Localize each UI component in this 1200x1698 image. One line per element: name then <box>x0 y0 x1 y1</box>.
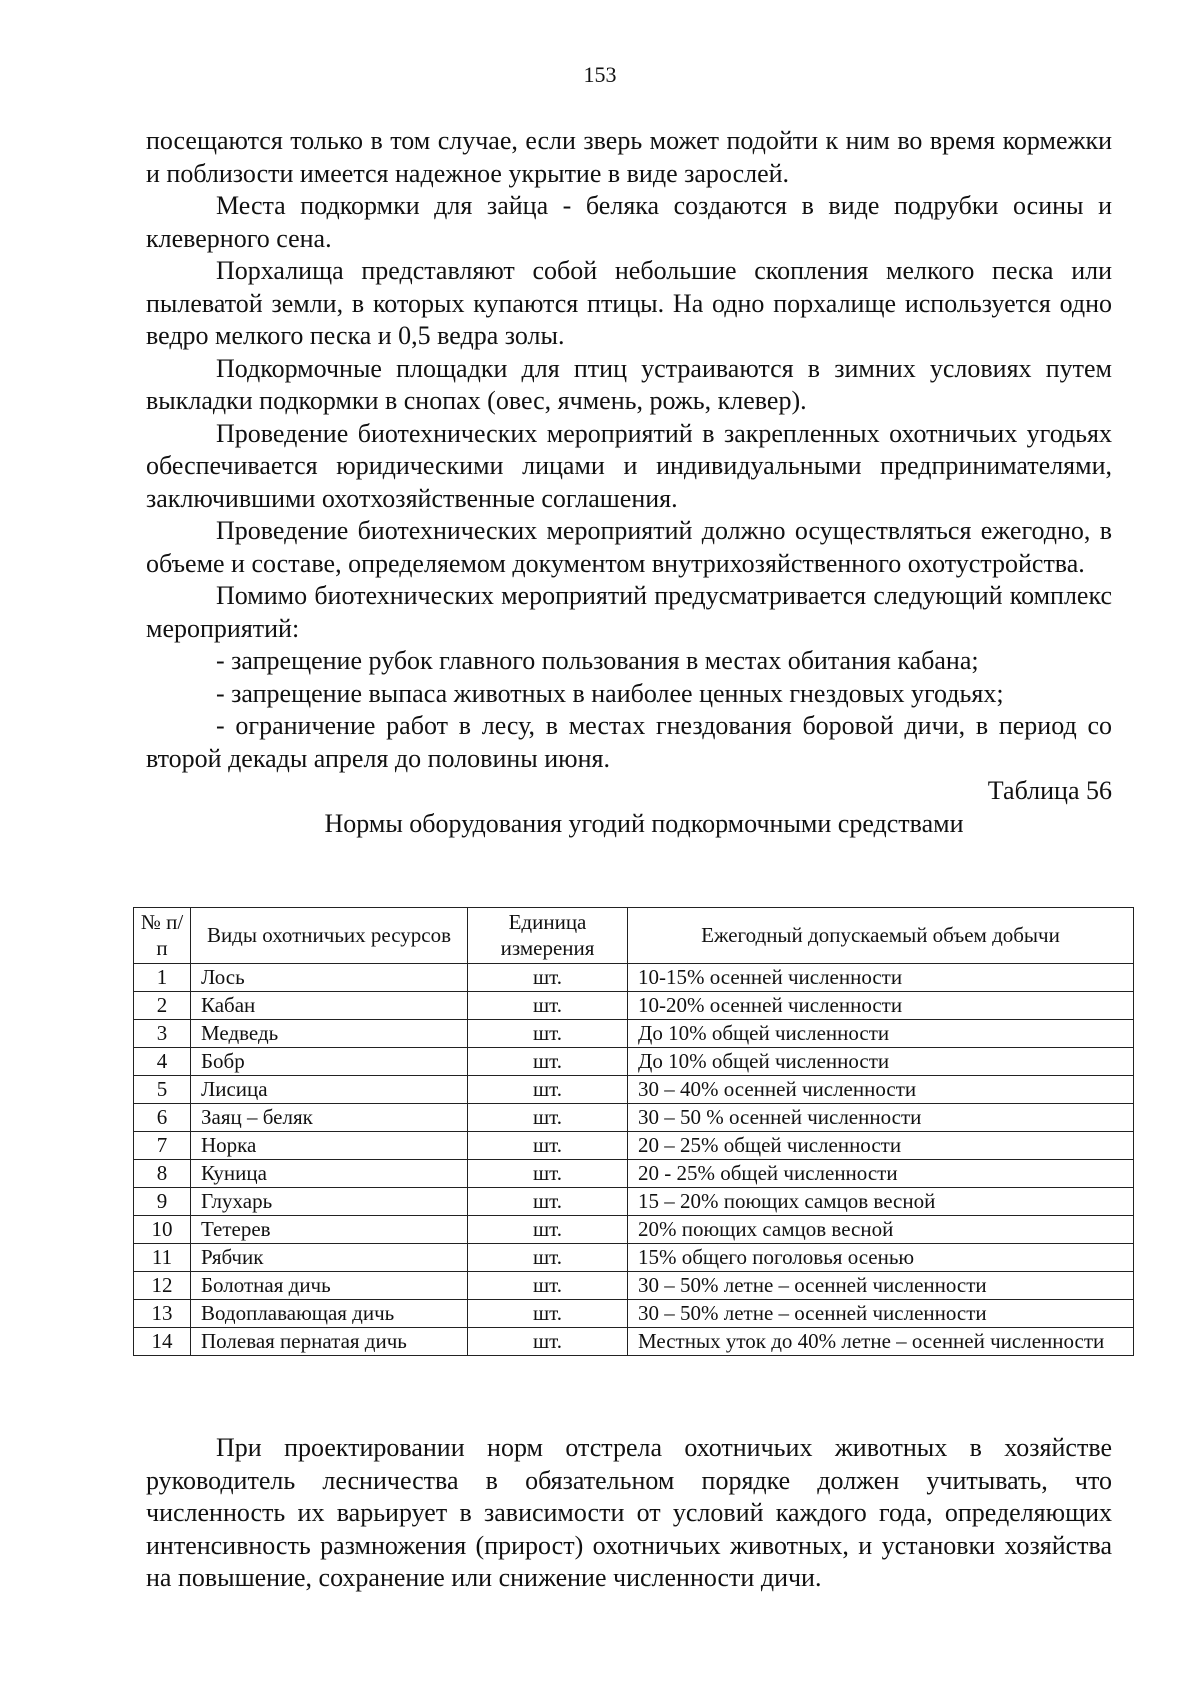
table-row <box>134 1244 1134 1272</box>
volume-cell: 30 – 40% осенней численности <box>628 1076 1134 1104</box>
species-cell: Бобр <box>191 1048 468 1076</box>
volume-cell: 15 – 20% поющих самцов весной <box>628 1188 1134 1216</box>
unit-cell: шт. <box>468 1160 628 1188</box>
unit-cell: шт. <box>468 1272 628 1300</box>
species-cell: Рябчик <box>191 1244 468 1272</box>
volume-cell: 30 – 50% летне – осенней численности <box>628 1300 1134 1328</box>
row-number: 14 <box>134 1328 191 1356</box>
row-number: 2 <box>134 992 191 1020</box>
unit-cell: шт. <box>468 1328 628 1356</box>
unit-cell: шт. <box>468 992 628 1020</box>
row-number: 13 <box>134 1300 191 1328</box>
table-row <box>134 1132 1134 1160</box>
table-row <box>134 1188 1134 1216</box>
header-unit: Единица измерения <box>468 908 628 964</box>
volume-cell: 20 - 25% общей численности <box>628 1160 1134 1188</box>
unit-cell: шт. <box>468 1216 628 1244</box>
species-cell: Лисица <box>191 1076 468 1104</box>
row-number: 6 <box>134 1104 191 1132</box>
species-cell: Куница <box>191 1160 468 1188</box>
row-number: 7 <box>134 1132 191 1160</box>
row-number: 4 <box>134 1048 191 1076</box>
table-row <box>134 1328 1134 1356</box>
hunting-norms-table <box>133 907 1134 1356</box>
species-cell: Болотная дичь <box>191 1272 468 1300</box>
volume-cell: 15% общего поголовья осенью <box>628 1244 1134 1272</box>
closing-paragraph: При проектировании норм отстрела охотничьих животных в хозяйстве руководитель лесничества в обязательном порядке должен учитывать, что численность их варьирует в зависимости от условий каждого года, определяющих интенсивность размножения (прирост) охотничьих животных, и установки хозяйства на повышение, сохранение или снижение численности дичи. <box>146 1433 1112 1592</box>
species-cell: Медведь <box>191 1020 468 1048</box>
unit-cell: шт. <box>468 1244 628 1272</box>
species-cell: Лось <box>191 964 468 992</box>
volume-cell: Местных уток до 40% летне – осенней численности <box>628 1328 1134 1356</box>
row-number: 8 <box>134 1160 191 1188</box>
volume-cell: 10-20% осенней численности <box>628 992 1134 1020</box>
species-cell: Тетерев <box>191 1216 468 1244</box>
paragraph: - запрещение выпаса животных в наиболее ценных гнездовых угодьях; <box>216 678 1004 708</box>
table-row <box>134 1104 1134 1132</box>
volume-cell: 30 – 50 % осенней численности <box>628 1104 1134 1132</box>
unit-cell: шт. <box>468 1048 628 1076</box>
table-row <box>134 1048 1134 1076</box>
volume-cell: 20 – 25% общей численности <box>628 1132 1134 1160</box>
table-row <box>134 1300 1134 1328</box>
row-number: 1 <box>134 964 191 992</box>
table-title: Нормы оборудования угодий подкормочными средствами <box>324 808 964 838</box>
species-cell: Кабан <box>191 992 468 1020</box>
unit-cell: шт. <box>468 964 628 992</box>
header-species: Виды охотничьих ресурсов <box>191 908 468 964</box>
header-volume: Ежегодный допускаемый объем добычи <box>628 908 1134 964</box>
unit-cell: шт. <box>468 1188 628 1216</box>
unit-cell: шт. <box>468 1300 628 1328</box>
table-row <box>134 964 1134 992</box>
paragraph: Помимо биотехнических мероприятий предусматривается следующий комплекс мероприятий: <box>146 581 1112 643</box>
paragraph: - ограничение работ в лесу, в местах гнездования боровой дичи, в период со второй декады апреля до половины июня. <box>146 711 1112 773</box>
paragraph: Подкормочные площадки для птиц устраиваются в зимних условиях путем выкладки подкормки в снопах (овес, ячмень, рожь, клевер). <box>146 353 1112 415</box>
row-number: 12 <box>134 1272 191 1300</box>
unit-cell: шт. <box>468 1076 628 1104</box>
species-cell: Глухарь <box>191 1188 468 1216</box>
row-number: 5 <box>134 1076 191 1104</box>
table-row <box>134 1160 1134 1188</box>
paragraph: посещаются только в том случае, если зверь может подойти к ним во время кормежки и поблизости имеется надежное укрытие в виде зарослей. <box>146 126 1112 188</box>
body-text <box>146 125 1112 840</box>
row-number: 11 <box>134 1244 191 1272</box>
table-header-row <box>134 908 1134 964</box>
closing-text <box>146 1432 1112 1595</box>
paragraph-list <box>146 125 1112 775</box>
unit-cell: шт. <box>468 1020 628 1048</box>
paragraph: Проведение биотехнических мероприятий в закрепленных охотничьих угодьях обеспечивается юридическими лицами и индивидуальными предпринимателями, заключившими охотхозяйственные соглашения. <box>146 418 1112 513</box>
paragraph: - запрещение рубок главного пользования в местах обитания кабана; <box>216 646 979 675</box>
row-number: 3 <box>134 1020 191 1048</box>
volume-cell: 10-15% осенней численности <box>628 964 1134 992</box>
species-cell: Полевая пернатая дичь <box>191 1328 468 1356</box>
species-cell: Заяц – беляк <box>191 1104 468 1132</box>
table-row <box>134 992 1134 1020</box>
volume-cell: До 10% общей численности <box>628 1020 1134 1048</box>
volume-cell: 30 – 50% летне – осенней численности <box>628 1272 1134 1300</box>
row-number: 10 <box>134 1216 191 1244</box>
table-label: Таблица 56 <box>987 776 1112 805</box>
volume-cell: 20% поющих самцов весной <box>628 1216 1134 1244</box>
paragraph: Порхалища представляют собой небольшие скопления мелкого песка или пылеватой земли, в которых купаются птицы. На одно порхалище используется одно ведро мелкого песка и 0,5 ведра золы. <box>146 256 1112 350</box>
table-row <box>134 1272 1134 1300</box>
row-number: 9 <box>134 1188 191 1216</box>
volume-cell: До 10% общей численности <box>628 1048 1134 1076</box>
header-num: № п/п <box>134 908 191 964</box>
paragraph: Проведение биотехнических мероприятий должно осуществляться ежегодно, в объеме и составе, определяемом документом внутрихозяйственного охотустройства. <box>146 516 1112 578</box>
table-row <box>134 1216 1134 1244</box>
table-row <box>134 1076 1134 1104</box>
page-number: 153 <box>583 62 617 87</box>
paragraph: Места подкормки для зайца - беляка создаются в виде подрубки осины и клеверного сена. <box>146 191 1112 253</box>
unit-cell: шт. <box>468 1104 628 1132</box>
table-row <box>134 1020 1134 1048</box>
species-cell: Водоплавающая дичь <box>191 1300 468 1328</box>
unit-cell: шт. <box>468 1132 628 1160</box>
species-cell: Норка <box>191 1132 468 1160</box>
table-body <box>134 964 1134 1356</box>
